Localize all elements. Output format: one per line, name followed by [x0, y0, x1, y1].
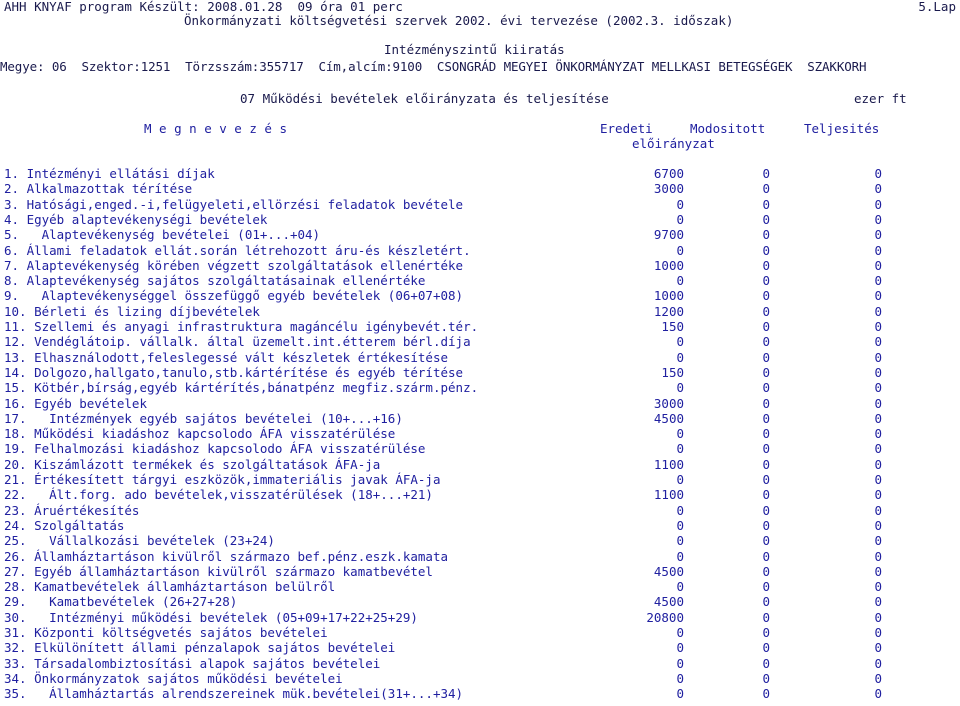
row-original-value: 0 — [676, 670, 684, 686]
table-row — [0, 273, 960, 288]
row-label: 30. Intézményi működési bevételek (05+09+17+22+25+29) — [4, 609, 418, 625]
row-actual-value: 0 — [874, 349, 882, 365]
row-actual-value: 0 — [874, 640, 882, 656]
row-original-value: 0 — [676, 502, 684, 518]
program-line: AHH KNYAF program Készült: 2008.01.28 09 óra 01 perc — [4, 0, 403, 14]
row-original-value: 0 — [676, 334, 684, 350]
row-original-value: 4500 — [653, 410, 684, 426]
row-original-value: 0 — [676, 548, 684, 564]
row-actual-value: 0 — [874, 211, 882, 227]
table-row — [0, 350, 960, 365]
row-modified-value: 0 — [762, 625, 770, 640]
row-original-value: 0 — [676, 196, 684, 212]
row-modified-value: 0 — [762, 426, 770, 442]
row-modified-value: 0 — [762, 349, 770, 365]
row-modified-value: 0 — [762, 533, 770, 549]
table-row — [0, 227, 960, 242]
table-row — [0, 334, 960, 349]
row-label: 8. Alaptevékenység sajátos szolgáltatásainak ellenértéke — [4, 273, 426, 289]
row-actual-value: 0 — [874, 579, 882, 595]
table-row — [0, 197, 960, 212]
row-modified-value: 0 — [762, 334, 770, 350]
row-label: 29. Kamatbevételek (26+27+28) — [4, 594, 238, 610]
row-original-value: 6700 — [653, 166, 684, 181]
row-original-value: 0 — [676, 273, 684, 289]
row-actual-value: 0 — [874, 227, 882, 243]
row-label: 16. Egyéb bevételek — [4, 395, 147, 411]
row-modified-value: 0 — [762, 288, 770, 304]
row-label: 7. Alaptevékenység körében végzett szolgáltatások ellenértéke — [4, 257, 464, 273]
row-modified-value: 0 — [762, 670, 770, 686]
row-modified-value: 0 — [762, 242, 770, 258]
table-row — [0, 610, 960, 625]
table-row — [0, 426, 960, 441]
row-original-value: 0 — [676, 533, 684, 549]
row-actual-value: 0 — [874, 686, 882, 702]
row-modified-value: 0 — [762, 181, 770, 197]
row-original-value: 0 — [676, 426, 684, 442]
table-row — [0, 319, 960, 334]
row-actual-value: 0 — [874, 380, 882, 396]
row-actual-value: 0 — [874, 563, 882, 579]
row-actual-value: 0 — [874, 594, 882, 610]
table-row — [0, 503, 960, 518]
row-label: 24. Szolgáltatás — [4, 517, 125, 533]
row-label: 1. Intézményi ellátási díjak — [4, 166, 215, 181]
report-title: Intézményszintű kiiratás — [384, 42, 565, 57]
row-original-value: 150 — [661, 319, 684, 334]
row-label: 19. Felhalmozási kiadáshoz kapcsolodo ÁFA visszatérülése — [4, 441, 426, 457]
table-row — [0, 686, 960, 701]
row-modified-value: 0 — [762, 410, 770, 426]
table-row — [0, 640, 960, 655]
row-actual-value: 0 — [874, 502, 882, 518]
column-header-modified: Modositott — [690, 121, 766, 136]
row-label: 32. Elkülönített állami pénzalapok sajátos bevételei — [4, 640, 396, 656]
row-original-value: 0 — [676, 625, 684, 640]
row-original-value: 1200 — [653, 303, 684, 319]
row-actual-value: 0 — [874, 196, 882, 212]
row-label: 35. Államháztartás alrendszereinek mük.bevételei(31+...+34) — [4, 686, 464, 702]
row-modified-value: 0 — [762, 441, 770, 457]
row-original-value: 0 — [676, 242, 684, 258]
row-actual-value: 0 — [874, 609, 882, 625]
row-modified-value: 0 — [762, 364, 770, 380]
row-modified-value: 0 — [762, 227, 770, 243]
table-row — [0, 212, 960, 227]
row-actual-value: 0 — [874, 395, 882, 411]
row-actual-value: 0 — [874, 303, 882, 319]
row-actual-value: 0 — [874, 456, 882, 472]
table-row — [0, 487, 960, 502]
row-original-value: 0 — [676, 472, 684, 487]
row-label: 3. Hatósági,enged.-i,felügyeleti,ellörzési feladatok bevétele — [4, 196, 464, 212]
table-row — [0, 380, 960, 395]
table-row — [0, 304, 960, 319]
row-actual-value: 0 — [874, 334, 882, 350]
row-actual-value: 0 — [874, 166, 882, 181]
row-original-value: 150 — [661, 364, 684, 380]
row-actual-value: 0 — [874, 625, 882, 640]
table-row — [0, 671, 960, 686]
row-label: 13. Elhasználodott,feleslegessé vált készletek értékesítése — [4, 349, 449, 365]
row-label: 27. Egyéb államháztartáson kivülről származo kamatbevétel — [4, 563, 433, 579]
table-row — [0, 411, 960, 426]
table-row — [0, 365, 960, 380]
table-row — [0, 564, 960, 579]
row-actual-value: 0 — [874, 181, 882, 197]
column-header-original: Eredeti — [600, 121, 653, 136]
row-original-value: 3000 — [653, 395, 684, 411]
row-label: 28. Kamatbevételek államháztartáson belülről — [4, 579, 336, 595]
row-modified-value: 0 — [762, 563, 770, 579]
row-actual-value: 0 — [874, 257, 882, 273]
row-actual-value: 0 — [874, 426, 882, 442]
table-row — [0, 166, 960, 181]
table-row — [0, 472, 960, 487]
row-actual-value: 0 — [874, 655, 882, 671]
institution-line: Megye: 06 Szektor:1251 Törzsszám:355717 Cím,alcím:9100 CSONGRÁD MEGYEI ÖNKORMÁNYZAT MELLKASI BETEGSÉGEK SZAKKORH — [0, 59, 867, 74]
row-modified-value: 0 — [762, 502, 770, 518]
row-label: 34. Önkormányzatok sajátos működési bevételei — [4, 670, 343, 686]
row-modified-value: 0 — [762, 456, 770, 472]
table-row — [0, 457, 960, 472]
row-actual-value: 0 — [874, 410, 882, 426]
row-original-value: 3000 — [653, 181, 684, 197]
row-label: 5. Alaptevékenység bevételei (01+...+04) — [4, 227, 321, 243]
row-actual-value: 0 — [874, 364, 882, 380]
row-label: 4. Egyéb alaptevékenységi bevételek — [4, 211, 268, 227]
table-row — [0, 656, 960, 671]
row-actual-value: 0 — [874, 288, 882, 304]
row-label: 20. Kiszámlázott termékek és szolgáltatások ÁFA-ja — [4, 456, 381, 472]
row-modified-value: 0 — [762, 211, 770, 227]
row-actual-value: 0 — [874, 548, 882, 564]
row-original-value: 4500 — [653, 563, 684, 579]
table-row — [0, 518, 960, 533]
row-actual-value: 0 — [874, 487, 882, 503]
table-row — [0, 288, 960, 303]
row-modified-value: 0 — [762, 609, 770, 625]
row-original-value: 1100 — [653, 487, 684, 503]
row-label: 6. Állami feladatok ellát.során létrehozott áru-és készletért. — [4, 242, 471, 258]
row-modified-value: 0 — [762, 395, 770, 411]
row-actual-value: 0 — [874, 319, 882, 334]
table-row — [0, 594, 960, 609]
section-title: 07 Működési bevételek előirányzata és teljesítése — [240, 91, 609, 106]
row-actual-value: 0 — [874, 273, 882, 289]
row-label: 26. Államháztartáson kivülről származo bef.pénz.eszk.kamata — [4, 548, 449, 564]
row-original-value: 0 — [676, 517, 684, 533]
column-header-actual: Teljesités — [804, 121, 880, 136]
report-subtitle: Önkormányzati költségvetési szervek 2002. évi tervezése (2002.3. időszak) — [184, 13, 734, 28]
row-modified-value: 0 — [762, 166, 770, 181]
row-original-value: 0 — [676, 640, 684, 656]
row-label: 12. Vendéglátoip. vállalk. által üzemelt.int.étterem bérl.díja — [4, 334, 471, 350]
row-original-value: 0 — [676, 211, 684, 227]
table-row — [0, 533, 960, 548]
row-label: 31. Központi költségvetés sajátos bevételei — [4, 625, 328, 640]
row-label: 33. Társadalombiztosítási alapok sajátos bevételei — [4, 655, 381, 671]
table-row — [0, 625, 960, 640]
table-row — [0, 549, 960, 564]
unit-label: ezer ft — [854, 91, 907, 106]
row-modified-value: 0 — [762, 196, 770, 212]
row-modified-value: 0 — [762, 640, 770, 656]
row-original-value: 9700 — [653, 227, 684, 243]
row-label: 21. Értékesített tárgyi eszközök,immateriális javak ÁFA-ja — [4, 472, 441, 487]
row-original-value: 0 — [676, 655, 684, 671]
row-label: 25. Vállalkozási bevételek (23+24) — [4, 533, 275, 549]
column-header-name: M e g n e v e z é s — [144, 121, 287, 136]
row-label: 2. Alkalmazottak térítése — [4, 181, 193, 197]
row-label: 18. Működési kiadáshoz kapcsolodo ÁFA visszatérülése — [4, 426, 396, 442]
row-original-value: 0 — [676, 349, 684, 365]
row-actual-value: 0 — [874, 472, 882, 487]
row-original-value: 20800 — [646, 609, 684, 625]
page-number: 5.Lap — [918, 0, 956, 14]
row-label: 14. Dolgozo,hallgato,tanulo,stb.kártérítése és egyéb térítése — [4, 364, 464, 380]
row-original-value: 1100 — [653, 456, 684, 472]
row-modified-value: 0 — [762, 655, 770, 671]
row-modified-value: 0 — [762, 257, 770, 273]
row-modified-value: 0 — [762, 548, 770, 564]
row-modified-value: 0 — [762, 380, 770, 396]
row-original-value: 0 — [676, 380, 684, 396]
table-row — [0, 579, 960, 594]
row-modified-value: 0 — [762, 303, 770, 319]
row-modified-value: 0 — [762, 517, 770, 533]
row-original-value: 0 — [676, 686, 684, 702]
row-modified-value: 0 — [762, 472, 770, 487]
row-actual-value: 0 — [874, 242, 882, 258]
row-original-value: 0 — [676, 441, 684, 457]
row-original-value: 1000 — [653, 288, 684, 304]
row-original-value: 1000 — [653, 257, 684, 273]
row-label: 17. Intézmények egyéb sajátos bevételei (10+...+16) — [4, 410, 403, 426]
row-label: 22. Ált.forg. ado bevételek,visszatérülések (18+...+21) — [4, 487, 433, 503]
row-label: 23. Áruértékesítés — [4, 502, 140, 518]
row-label: 9. Alaptevékenységgel összefüggő egyéb bevételek (06+07+08) — [4, 288, 464, 304]
row-modified-value: 0 — [762, 594, 770, 610]
table-row — [0, 243, 960, 258]
row-label: 11. Szellemi és anyagi infrastruktura magáncélu igénybevét.tér. — [4, 319, 479, 334]
row-actual-value: 0 — [874, 670, 882, 686]
row-modified-value: 0 — [762, 273, 770, 289]
row-label: 15. Kötbér,bírság,egyéb kártérítés,bánatpénz megfiz.szárm.pénz. — [4, 380, 479, 396]
row-actual-value: 0 — [874, 517, 882, 533]
table-row — [0, 441, 960, 456]
table-row — [0, 258, 960, 273]
row-modified-value: 0 — [762, 319, 770, 334]
row-label: 10. Bérleti és lizing díjbevételek — [4, 303, 260, 319]
row-modified-value: 0 — [762, 487, 770, 503]
row-actual-value: 0 — [874, 533, 882, 549]
row-original-value: 4500 — [653, 594, 684, 610]
column-header-original-sub: előirányzat — [632, 136, 715, 151]
row-modified-value: 0 — [762, 579, 770, 595]
table-row — [0, 396, 960, 411]
row-modified-value: 0 — [762, 686, 770, 702]
table-row — [0, 181, 960, 196]
row-actual-value: 0 — [874, 441, 882, 457]
row-original-value: 0 — [676, 579, 684, 595]
